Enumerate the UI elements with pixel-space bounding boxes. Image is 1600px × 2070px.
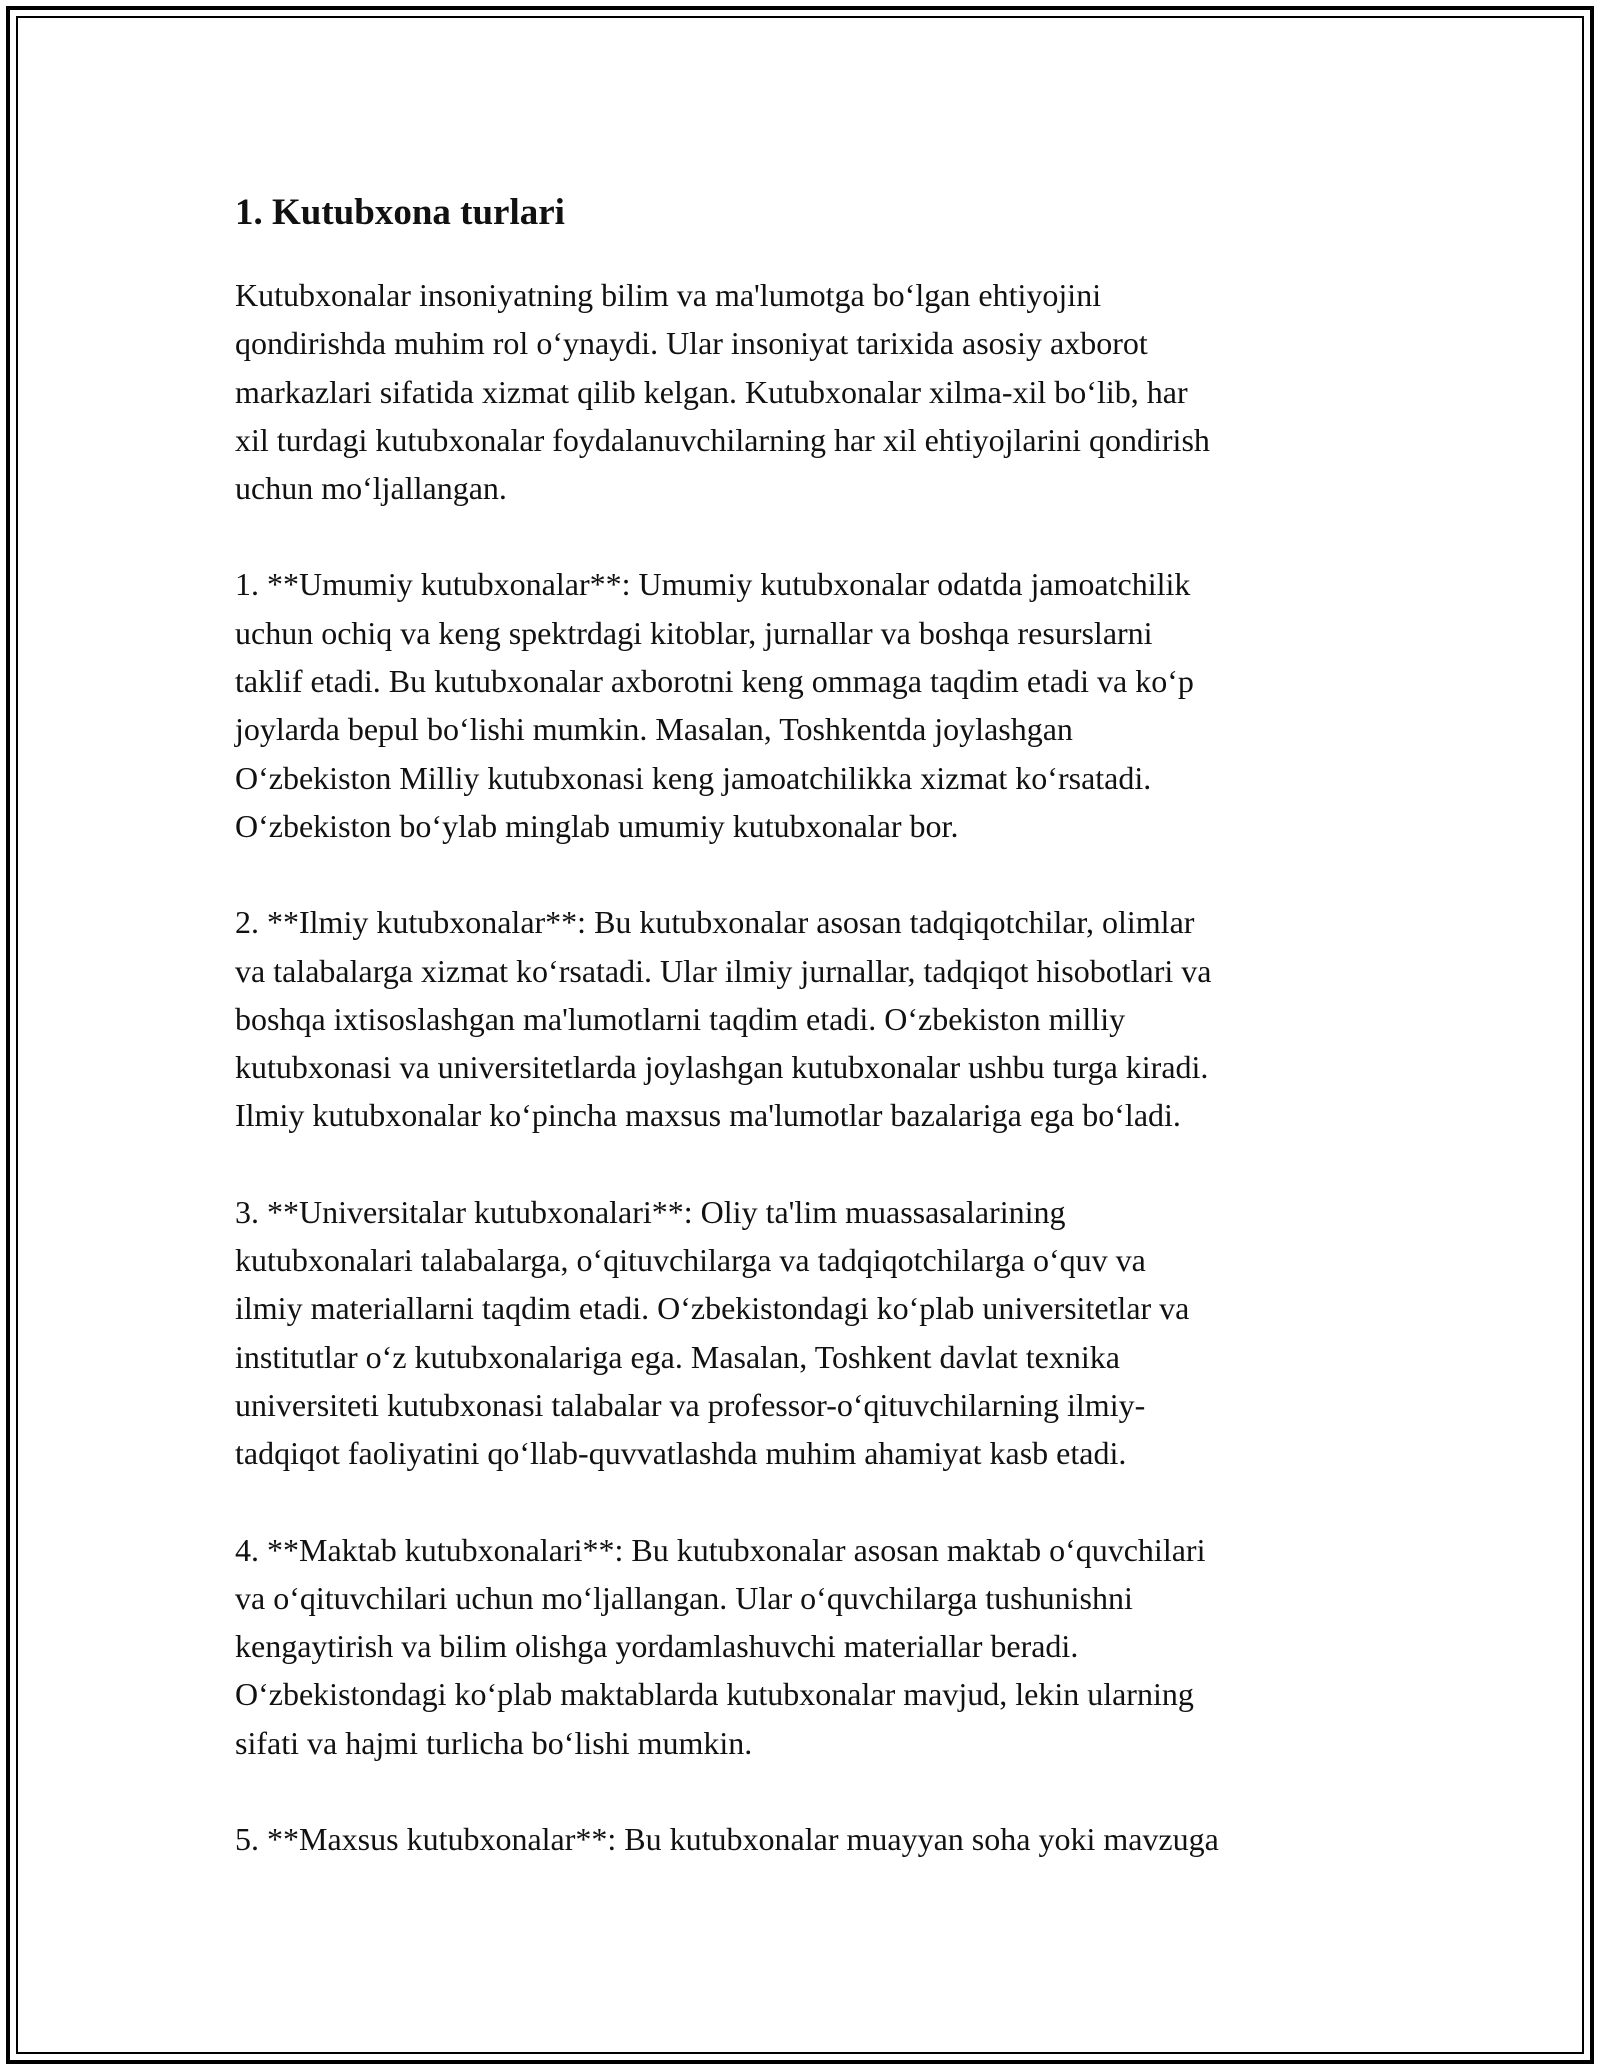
- intro-paragraph: Kutubxonalar insoniyatning bilim va ma'lumotga bo‘lgan ehtiyojini qondirishda muhim rol o‘ynaydi. Ular insoniyat tarixida asosiy axborot markazlari sifatida xizmat qilib kelgan. Kutubxonalar xilma-xil bo‘lib, har xil turdagi kutubxonalar foydalanuvchilarning har xil ehtiyojlarini qondirish uchun mo‘ljallangan.: [235, 277, 1210, 507]
- paragraph-school-libraries: 4. **Maktab kutubxonalari**: Bu kutubxonalar asosan maktab o‘quvchilari va o‘qituvchilari uchun mo‘ljallangan. Ular o‘quvchilarga tushunishni kengaytirish va bilim olishga yordamlashuvchi materiallar beradi. O‘zbekistondagi ko‘plab maktablarda kutubxonalar mavjud, lekin ularning sifati va hajmi turlicha bo‘lishi mumkin.: [235, 1531, 1206, 1761]
- document-body: [235, 183, 1370, 1863]
- paragraph-university-libraries: 3. **Universitalar kutubxonalari**: Oliy ta'lim muassasalarining kutubxonalari talabalarga, o‘qituvchilarga va tadqiqotchilarga o‘quv va ilmiy materiallarni taqdim etadi. O‘zbekistondagi ko‘plab universitetlar va institutlar o‘z kutubxonalariga ega. Masalan, Toshkent davlat texnika universiteti kutubxonasi talabalar va professor-o‘qituvchilarning ilmiy- tadqiqot faoliyatini qo‘llab-quvvatlashda muhim ahamiyat kasb etadi.: [235, 1193, 1190, 1472]
- section-heading: 1. Kutubxona turlari: [235, 192, 565, 233]
- paragraph-public-libraries: 1. **Umumiy kutubxonalar**: Umumiy kutubxonalar odatda jamoatchilik uchun ochiq va keng spektrdagi kitoblar, jurnallar va boshqa resurslarni taklif etadi. Bu kutubxonalar axborotni keng ommaga taqdim etadi va ko‘p joylarda bepul bo‘lishi mumkin. Masalan, Toshkentda joylashgan O‘zbekiston Milliy kutubxonasi keng jamoatchilikka xizmat ko‘rsatadi. O‘zbekiston bo‘ylab minglab umumiy kutubxonalar bor.: [235, 566, 1194, 844]
- paragraph-special-libraries: 5. **Maxsus kutubxonalar**: Bu kutubxonalar muayyan soha yoki mavzuga: [235, 1821, 1219, 1858]
- paragraph-scientific-libraries: 2. **Ilmiy kutubxonalar**: Bu kutubxonalar asosan tadqiqotchilar, olimlar va talabalarga xizmat ko‘rsatadi. Ular ilmiy jurnallar, tadqiqot hisobotlari va boshqa ixtisoslashgan ma'lumotlarni taqdim etadi. O‘zbekiston milliy kutubxonasi va universitetlarda joylashgan kutubxonalar ushbu turga kiradi. Ilmiy kutubxonalar ko‘pincha maxsus ma'lumotlar bazalariga ega bo‘ladi.: [235, 904, 1212, 1134]
